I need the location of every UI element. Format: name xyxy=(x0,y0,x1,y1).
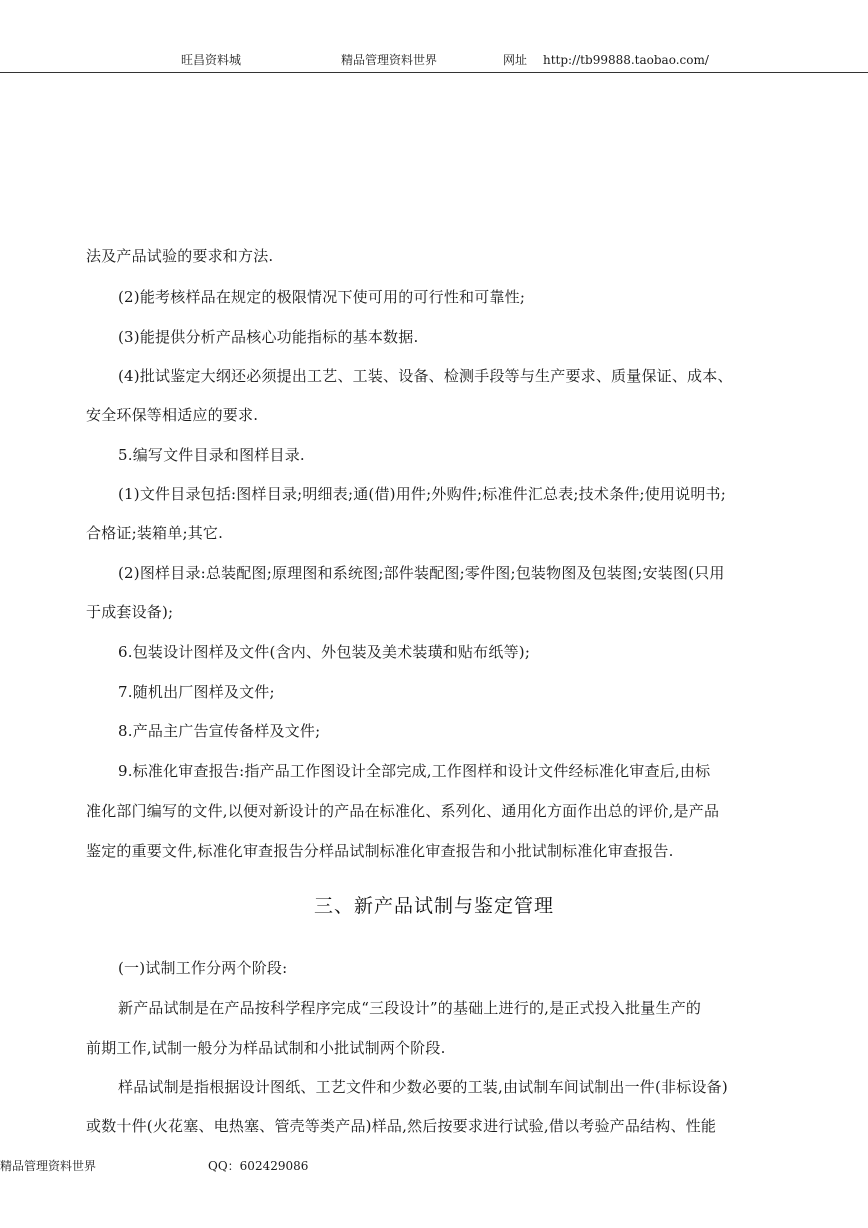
text-line: (一)试制工作分两个阶段: xyxy=(118,959,288,977)
text-line: (2)能考核样品在规定的极限情况下使可用的可行性和可靠性; xyxy=(118,288,526,306)
header-url-label: 网址 xyxy=(503,53,528,67)
text-line: 前期工作,试制一般分为样品试制和小批试制两个阶段. xyxy=(86,1039,446,1057)
text-line: (1)文件目录包括:图样目录;明细表;通(借)用件;外购件;标准件汇总表;技术条件;使用说明书; xyxy=(118,485,726,503)
text-line: (4)批试鉴定大纲还必须提出工艺、工装、设备、检测手段等与生产要求、质量保证、成本、 xyxy=(118,367,733,385)
text-line: (3)能提供分析产品核心功能指标的基本数据. xyxy=(118,328,419,346)
header-brand: 精品管理资料世界 xyxy=(341,53,438,67)
page-header xyxy=(0,52,868,72)
text-line: 法及产品试验的要求和方法. xyxy=(86,247,274,265)
text-line: 或数十件(火花塞、电热塞、管壳等类产品)样品,然后按要求进行试验,借以考验产品结构、性能 xyxy=(86,1117,717,1135)
footer-qq: QQ：602429086 xyxy=(208,1159,309,1173)
text-line: 新产品试制是在产品按科学程序完成“三段设计”的基础上进行的,是正式投入批量生产的 xyxy=(118,999,702,1017)
text-line: 8.产品主广告宣传备样及文件; xyxy=(118,722,321,740)
text-line: (2)图样目录:总装配图;原理图和系统图;部件装配图;零件图;包装物图及包装图;安装图(只用 xyxy=(118,564,725,582)
text-line: 准化部门编写的文件,以便对新设计的产品在标准化、系列化、通用化方面作出总的评价,是产品 xyxy=(86,802,720,820)
text-line: 样品试制是指根据设计图纸、工艺文件和少数必要的工装,由试制车间试制出一件(非标设备) xyxy=(118,1078,728,1096)
header-shop-name: 旺昌资料城 xyxy=(181,53,242,67)
section-heading: 三、新产品试制与鉴定管理 xyxy=(313,895,554,917)
footer-brand: 精品管理资料世界 xyxy=(0,1159,97,1173)
text-line: 合格证;装箱单;其它. xyxy=(86,524,224,542)
text-line: 于成套设备); xyxy=(86,603,174,621)
text-line: 9.标准化审查报告:指产品工作图设计全部完成,工作图样和设计文件经标准化审查后,由标 xyxy=(118,762,711,780)
text-line: 鉴定的重要文件,标准化审查报告分样品试制标准化审查报告和小批试制标准化审查报告. xyxy=(86,842,674,860)
text-line: 5.编写文件目录和图样目录. xyxy=(118,446,305,464)
text-line: 安全环保等相适应的要求. xyxy=(86,406,259,424)
header-divider xyxy=(0,72,868,73)
text-line: 7.随机出厂图样及文件; xyxy=(118,683,275,701)
text-line: 6.包装设计图样及文件(含内、外包装及美术装璜和贴布纸等); xyxy=(118,643,531,661)
header-url[interactable]: http://tb99888.taobao.com/ xyxy=(543,53,709,67)
